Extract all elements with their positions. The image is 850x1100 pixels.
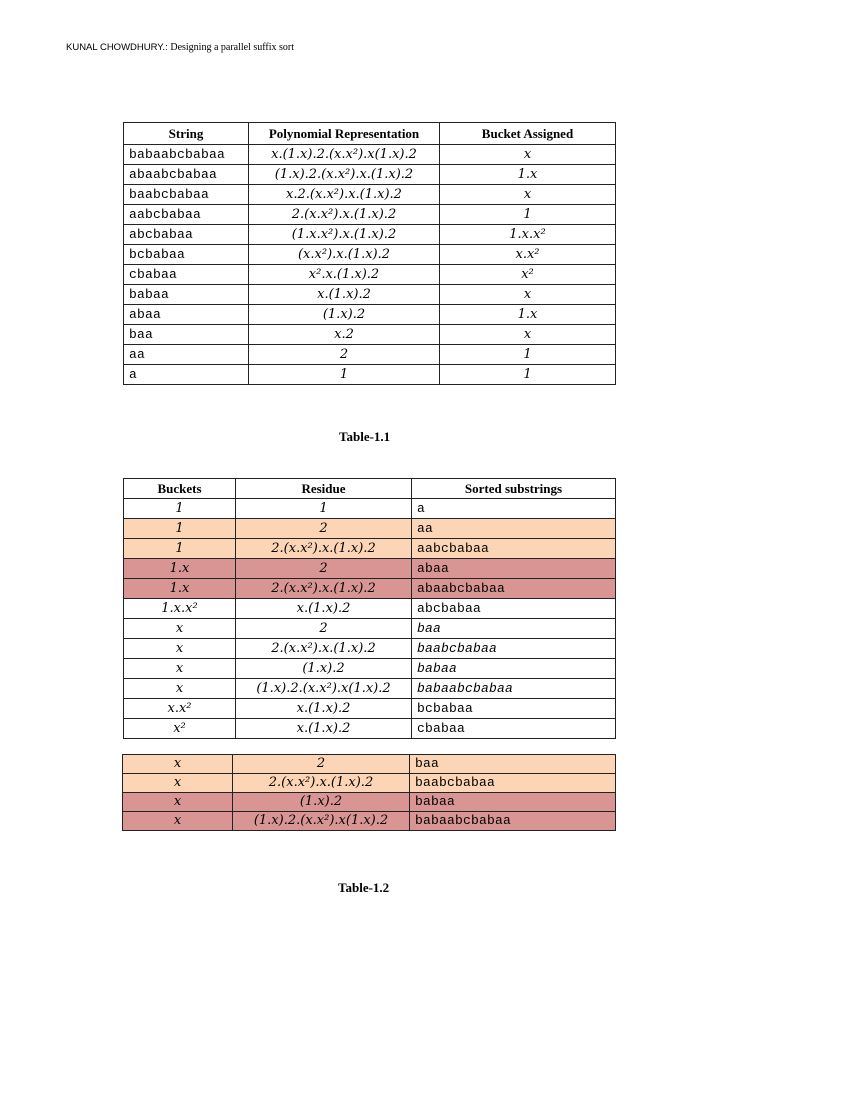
bucket-cell: x <box>123 793 233 812</box>
table-1-1 <box>123 122 616 385</box>
bucket-cell: 1.x.x² <box>124 599 236 619</box>
column-header-bucket: Bucket Assigned <box>440 123 616 145</box>
bucket-cell: x <box>440 285 616 305</box>
bucket-cell: x <box>123 812 233 831</box>
bucket-cell: 1.x.x² <box>440 225 616 245</box>
residue-cell: x.(1.x).2 <box>236 599 412 619</box>
substring-cell: baabcbabaa <box>412 639 616 659</box>
bucket-cell: 1.x <box>440 165 616 185</box>
bucket-cell: x² <box>124 719 236 739</box>
polynomial-cell: x.(1.x).2.(x.x²).x(1.x).2 <box>249 145 440 165</box>
bucket-cell: x <box>440 185 616 205</box>
table-row <box>124 559 616 579</box>
bucket-cell: x <box>124 679 236 699</box>
residue-cell: (1.x).2.(x.x²).x(1.x).2 <box>236 679 412 699</box>
residue-cell: (1.x).2 <box>236 659 412 679</box>
column-header-residue: Residue <box>236 479 412 499</box>
column-header-sorted-substrings: Sorted substrings <box>412 479 616 499</box>
string-cell: abcbabaa <box>124 225 249 245</box>
substring-cell: abaa <box>412 559 616 579</box>
column-header-string: String <box>124 123 249 145</box>
table-row <box>124 659 616 679</box>
table-row <box>124 539 616 559</box>
residue-cell: 2.(x.x²).x.(1.x).2 <box>236 579 412 599</box>
polynomial-cell: (1.x).2.(x.x²).x.(1.x).2 <box>249 165 440 185</box>
residue-cell: 2 <box>236 619 412 639</box>
table-row <box>123 774 616 793</box>
column-header-polynomial: Polynomial Representation <box>249 123 440 145</box>
table-row <box>124 345 616 365</box>
table-1-2-caption: Table-1.2 <box>338 880 390 895</box>
bucket-cell: x <box>440 325 616 345</box>
table-row <box>123 793 616 812</box>
string-cell: abaabcbabaa <box>124 165 249 185</box>
polynomial-cell: (x.x²).x.(1.x).2 <box>249 245 440 265</box>
string-cell: babaa <box>124 285 249 305</box>
running-head <box>66 42 294 53</box>
residue-cell: 2 <box>236 519 412 539</box>
residue-cell: (1.x).2 <box>233 793 410 812</box>
table-row <box>124 285 616 305</box>
column-header-buckets: Buckets <box>124 479 236 499</box>
polynomial-cell: (1.x.x²).x.(1.x).2 <box>249 225 440 245</box>
table-row <box>124 679 616 699</box>
bucket-cell: 1 <box>440 205 616 225</box>
running-head-title: Designing a parallel suffix sort <box>170 42 295 53</box>
polynomial-cell: x².x.(1.x).2 <box>249 265 440 285</box>
residue-cell: 2.(x.x²).x.(1.x).2 <box>236 539 412 559</box>
bucket-cell: 1.x <box>440 305 616 325</box>
bucket-cell: x <box>440 145 616 165</box>
substring-cell: abcbabaa <box>412 599 616 619</box>
table-row <box>124 325 616 345</box>
residue-cell: x.(1.x).2 <box>236 699 412 719</box>
table-row <box>124 639 616 659</box>
table-row <box>124 719 616 739</box>
string-cell: cbabaa <box>124 265 249 285</box>
string-cell: a <box>124 365 249 385</box>
table-row <box>124 365 616 385</box>
residue-cell: 2 <box>236 559 412 579</box>
substring-cell: aabcbabaa <box>412 539 616 559</box>
string-cell: babaabcbabaa <box>124 145 249 165</box>
polynomial-cell: 1 <box>249 365 440 385</box>
polynomial-cell: 2.(x.x²).x.(1.x).2 <box>249 205 440 225</box>
substring-cell: baabcbabaa <box>410 774 616 793</box>
table-row <box>124 599 616 619</box>
table-header-row <box>124 479 616 499</box>
residue-cell: 2.(x.x²).x.(1.x).2 <box>236 639 412 659</box>
bucket-cell: x <box>124 619 236 639</box>
table-row <box>123 812 616 831</box>
bucket-cell: x.x² <box>440 245 616 265</box>
residue-cell: x.(1.x).2 <box>236 719 412 739</box>
table-row <box>124 519 616 539</box>
table-1-1-caption: Table-1.1 <box>339 429 391 444</box>
bucket-cell: x <box>124 639 236 659</box>
table-row <box>124 499 616 519</box>
table-row <box>124 245 616 265</box>
bucket-cell: x <box>124 659 236 679</box>
string-cell: aabcbabaa <box>124 205 249 225</box>
substring-cell: babaa <box>410 793 616 812</box>
table-header-row <box>124 123 616 145</box>
polynomial-cell: (1.x).2 <box>249 305 440 325</box>
substring-cell: cbabaa <box>412 719 616 739</box>
bucket-cell: 1.x <box>124 559 236 579</box>
residue-cell: 1 <box>236 499 412 519</box>
polynomial-cell: x.2 <box>249 325 440 345</box>
bucket-cell: x.x² <box>124 699 236 719</box>
bucket-cell: x² <box>440 265 616 285</box>
substring-cell: baa <box>410 755 616 774</box>
bucket-cell: 1 <box>440 345 616 365</box>
string-cell: baabcbabaa <box>124 185 249 205</box>
polynomial-cell: x.(1.x).2 <box>249 285 440 305</box>
table-row <box>124 579 616 599</box>
bucket-cell: 1 <box>124 499 236 519</box>
residue-cell: (1.x).2.(x.x²).x(1.x).2 <box>233 812 410 831</box>
substring-cell: a <box>412 499 616 519</box>
residue-cell: 2.(x.x²).x.(1.x).2 <box>233 774 410 793</box>
substring-cell: babaabcbabaa <box>412 679 616 699</box>
polynomial-cell: 2 <box>249 345 440 365</box>
bucket-cell: 1 <box>440 365 616 385</box>
bucket-cell: 1 <box>124 539 236 559</box>
substring-cell: bcbabaa <box>412 699 616 719</box>
running-head-author: KUNAL CHOWDHURY.: <box>66 42 168 53</box>
table-row <box>124 225 616 245</box>
table-1-2 <box>123 478 616 739</box>
residue-cell: 2 <box>233 755 410 774</box>
table-row <box>124 185 616 205</box>
bucket-cell: x <box>123 774 233 793</box>
string-cell: aa <box>124 345 249 365</box>
table-row <box>124 699 616 719</box>
bucket-cell: x <box>123 755 233 774</box>
substring-cell: babaabcbabaa <box>410 812 616 831</box>
string-cell: abaa <box>124 305 249 325</box>
substring-cell: aa <box>412 519 616 539</box>
bucket-cell: 1 <box>124 519 236 539</box>
substring-cell: babaa <box>412 659 616 679</box>
table-row <box>123 755 616 774</box>
substring-cell: abaabcbabaa <box>412 579 616 599</box>
table-row <box>124 165 616 185</box>
string-cell: baa <box>124 325 249 345</box>
table-row <box>124 205 616 225</box>
table-row <box>124 305 616 325</box>
table-row <box>124 619 616 639</box>
substring-cell: baa <box>412 619 616 639</box>
bucket-cell: 1.x <box>124 579 236 599</box>
table-row <box>124 265 616 285</box>
table-row <box>124 145 616 165</box>
polynomial-cell: x.2.(x.x²).x.(1.x).2 <box>249 185 440 205</box>
string-cell: bcbabaa <box>124 245 249 265</box>
table-1-2-subtable <box>122 754 616 831</box>
